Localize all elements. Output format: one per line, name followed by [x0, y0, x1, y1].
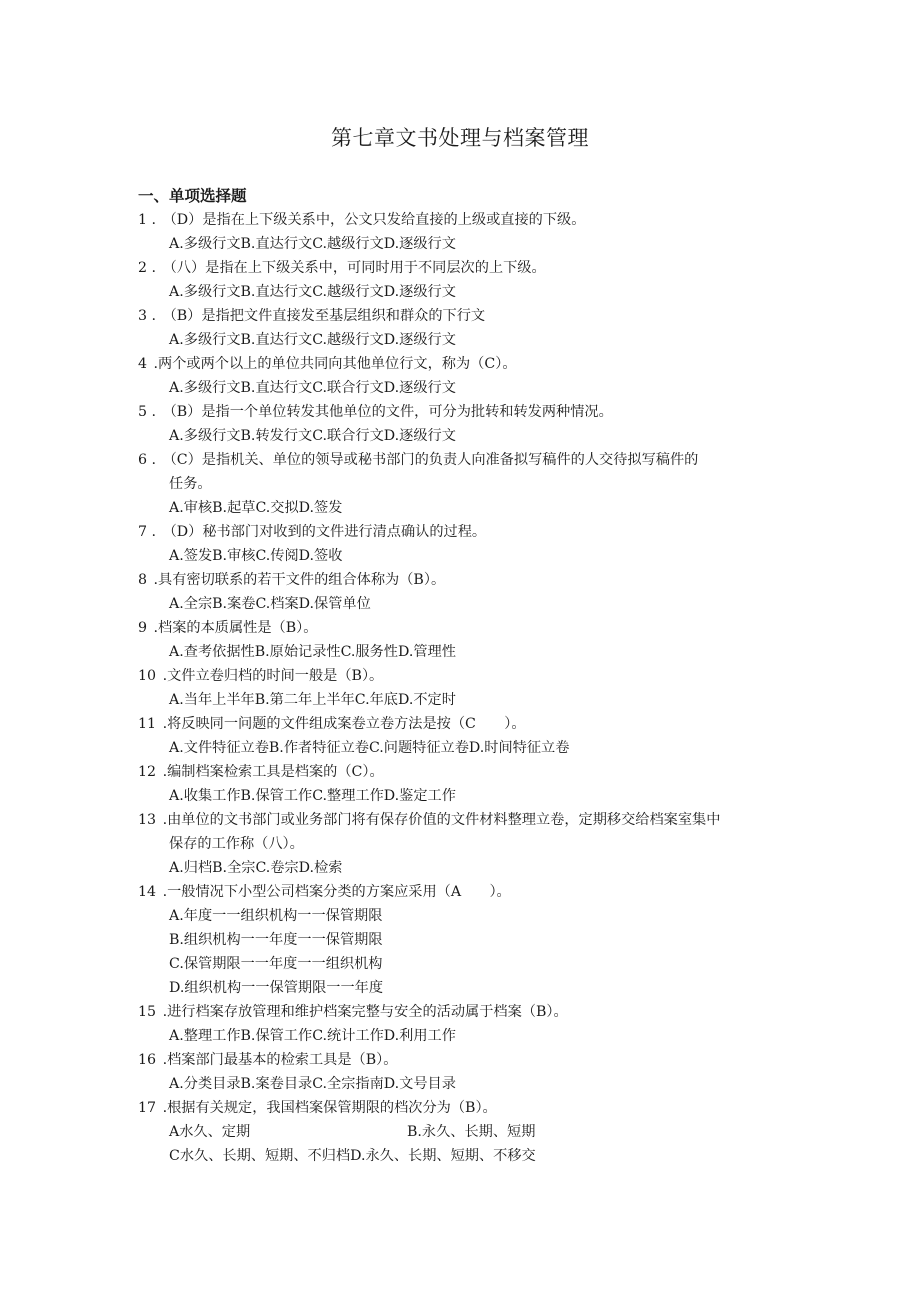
options-1: A.多级行文B.直达行文C.越级行文D.逐级行文: [169, 236, 456, 252]
question-17: [138, 1096, 497, 1120]
question-text: .将反映同一问题的文件组成案卷立卷方法是按（C ）。: [162, 716, 526, 732]
question-text: .根据有关规定，我国档案保管期限的档次分为（B）。: [162, 1100, 497, 1116]
options-7: A.签发B.审核C.传阅D.签收: [169, 548, 343, 564]
options-6: A.审核B.起草C.交拟D.签发: [169, 500, 343, 516]
question-number: 5 .: [138, 404, 157, 420]
options-3: A.多级行文B.直达行文C.越级行文D.逐级行文: [169, 332, 456, 348]
question-4: [138, 352, 517, 376]
question-number: 6 .: [138, 452, 157, 468]
question-number: 4: [138, 356, 148, 372]
question-text: .进行档案存放管理和维护档案完整与安全的活动属于档案（B）。: [162, 1004, 568, 1020]
question-text: （D）秘书部门对收到的文件进行清点确认的过程。: [162, 524, 487, 540]
question-number: 17: [138, 1100, 157, 1116]
question-text: .由单位的文书部门或业务部门将有保存价值的文件材料整理立卷，定期移交给档案室集中: [162, 812, 721, 828]
option-14-a: A.年度一一组织机构一一保管期限: [169, 908, 383, 924]
option-14-d: D.组织机构一一保管期限一一年度: [169, 980, 384, 996]
question-5: [138, 400, 613, 424]
question-text: .一般情况下小型公司档案分类的方案应采用（A ）。: [162, 884, 511, 900]
options-13: A.归档B.全宗C.卷宗D.检索: [169, 860, 343, 876]
question-6: [138, 448, 698, 496]
question-text-continued: 保存的工作称（八）。: [169, 836, 304, 852]
question-text: （D）是指在上下级关系中，公文只发给直接的上级或直接的下级。: [162, 212, 586, 228]
page-title: 第七章文书处理与档案管理: [331, 126, 589, 150]
options-15: A.整理工作B.保管工作C.统计工作D.利用工作: [169, 1028, 456, 1044]
question-text: .档案的本质属性是（B）。: [153, 620, 318, 636]
question-number: 9: [138, 620, 148, 636]
options-9: A.查考依据性B.原始记录性C.服务性D.管理性: [169, 644, 456, 660]
question-number: 3 .: [138, 308, 157, 324]
question-15: [138, 1000, 568, 1024]
question-text: （C）是指机关、单位的领导或秘书部门的负责人向准备拟写稿件的人交待拟写稿件的: [162, 452, 699, 468]
question-3: [138, 304, 485, 328]
question-number: 14: [138, 884, 157, 900]
option-17-a: A水久、定期: [169, 1124, 251, 1140]
question-10: [138, 664, 383, 688]
option-17-b: B.永久、长期、短期: [407, 1124, 536, 1140]
question-7: [138, 520, 486, 544]
question-text: .具有密切联系的若干文件的组合体称为（B）。: [153, 572, 446, 588]
question-8: [138, 568, 445, 592]
question-2: [138, 256, 546, 280]
question-14: [138, 880, 511, 904]
question-16: [138, 1048, 397, 1072]
options-16: A.分类目录B.案卷目录C.全宗指南D.文号目录: [169, 1076, 456, 1092]
question-number: 11: [138, 716, 157, 732]
options-12: A.收集工作B.保管工作C.整理工作D.鉴定工作: [169, 788, 456, 804]
question-number: 13: [138, 812, 157, 828]
options-5: A.多级行文B.转发行文C.联合行文D.逐级行文: [169, 428, 456, 444]
question-number: 12: [138, 764, 157, 780]
option-17-cd: C水久、长期、短期、不归档D.永久、长期、短期、不移交: [169, 1148, 536, 1164]
options-4: A.多级行文B.直达行文C.联合行文D.逐级行文: [169, 380, 456, 396]
option-14-b: B.组织机构一一年度一一保管期限: [169, 932, 383, 948]
question-number: 10: [138, 668, 157, 684]
section-heading: 一、单项选择题: [138, 187, 247, 205]
options-8: A.全宗B.案卷C.档案D.保管单位: [169, 596, 371, 612]
question-text: .两个或两个以上的单位共同向其他单位行文，称为（C）。: [153, 356, 517, 372]
question-9: [138, 616, 317, 640]
question-number: 15: [138, 1004, 157, 1020]
question-number: 7 .: [138, 524, 157, 540]
question-13: [138, 808, 720, 856]
question-12: [138, 760, 384, 784]
question-text: .编制档案检索工具是档案的（C）。: [162, 764, 384, 780]
option-14-c: C.保管期限一一年度一一组织机构: [169, 956, 383, 972]
question-text: （B）是指把文件直接发至基层组织和群众的下行文: [162, 308, 486, 324]
question-text-continued: 任务。: [169, 476, 212, 492]
question-11: [138, 712, 526, 736]
question-text: .档案部门最基本的检索工具是（B）。: [162, 1052, 398, 1068]
options-2: A.多级行文B.直达行文C.越级行文D.逐级行文: [169, 284, 456, 300]
question-text: （B）是指一个单位转发其他单位的文件，可分为批转和转发两种情况。: [162, 404, 613, 420]
question-1: [138, 208, 585, 232]
question-text: （八）是指在上下级关系中，可同时用于不同层次的上下级。: [162, 260, 546, 276]
question-number: 2 .: [138, 260, 157, 276]
question-text: .文件立卷归档的时间一般是（B）。: [162, 668, 384, 684]
question-number: 1 .: [138, 212, 157, 228]
question-number: 8: [138, 572, 148, 588]
options-11: A.文件特征立卷B.作者特征立卷C.问题特征立卷D.时间特征立卷: [169, 740, 570, 756]
options-10: A.当年上半年B.第二年上半年C.年底D.不定时: [169, 692, 456, 708]
question-number: 16: [138, 1052, 157, 1068]
